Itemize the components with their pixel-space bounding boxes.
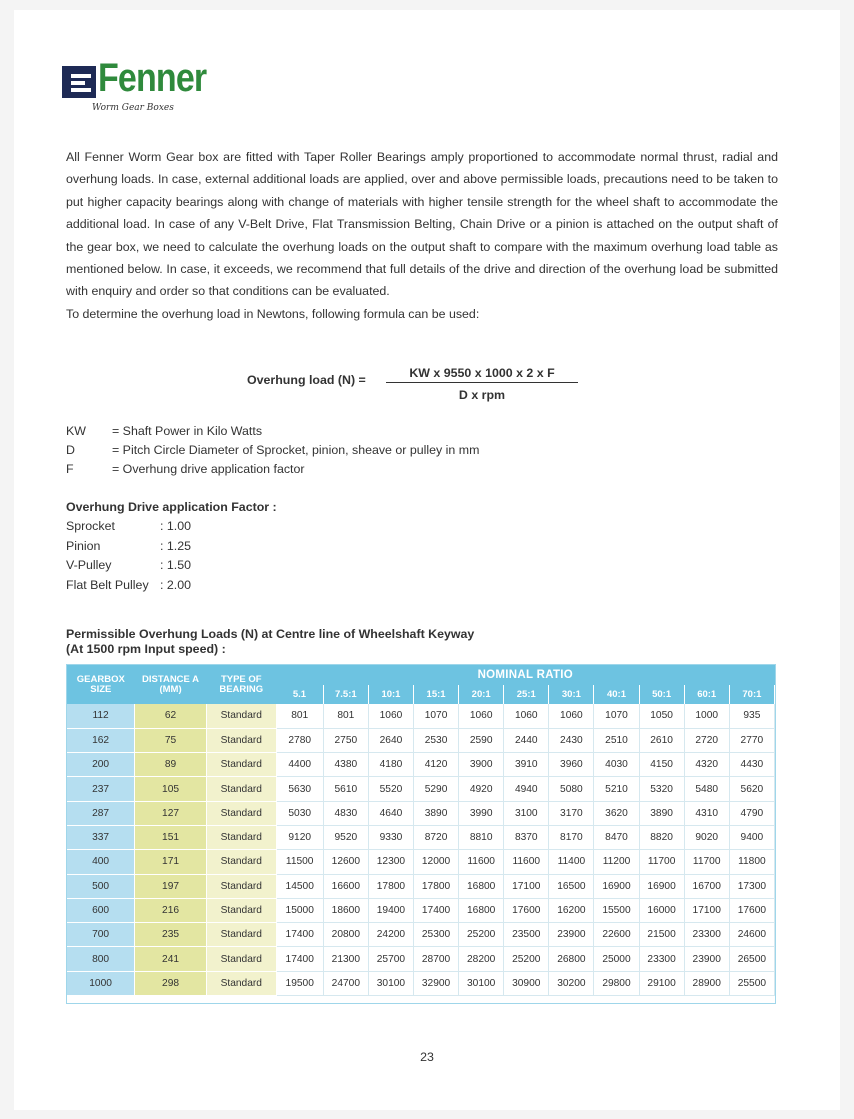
cell-bearing-type: Standard [206,898,276,922]
cell-load-value: 16600 [323,874,368,898]
cell-load-value: 11400 [549,850,594,874]
definition-text: = Pitch Circle Diameter of Sprocket, pinion, sheave or pulley in mm [112,443,480,457]
cell-load-value: 29800 [594,971,639,995]
table-title [66,627,474,657]
cell-load-value: 5290 [414,777,459,801]
cell-distance: 235 [135,923,207,947]
cell-load-value: 16800 [459,898,504,922]
header-ratio: 20:1 [459,685,504,704]
table-row [67,704,775,728]
cell-load-value: 3170 [549,801,594,825]
cell-distance: 241 [135,947,207,971]
cell-load-value: 11700 [684,850,729,874]
cell-distance: 105 [135,777,207,801]
cell-load-value: 1060 [459,704,504,728]
header-distance: DISTANCE A (MM) [135,665,207,704]
cell-load-value: 15500 [594,898,639,922]
table-row [67,947,775,971]
cell-load-value: 12000 [414,850,459,874]
factor-value: : 2.00 [160,577,192,592]
header-ratio: 5.1 [276,685,323,704]
definition-row [66,424,479,443]
header-nominal-ratio: NOMINAL RATIO [276,665,774,685]
cell-load-value: 21500 [639,923,684,947]
cell-load-value: 12300 [368,850,413,874]
cell-load-value: 8810 [459,825,504,849]
cell-load-value: 3900 [459,753,504,777]
cell-load-value: 3620 [594,801,639,825]
cell-bearing-type: Standard [206,753,276,777]
cell-load-value: 1060 [504,704,549,728]
cell-load-value: 9120 [276,825,323,849]
cell-load-value: 25000 [594,947,639,971]
cell-load-value: 16000 [639,898,684,922]
cell-distance: 298 [135,971,207,995]
cell-load-value: 3100 [504,801,549,825]
cell-load-value: 23900 [684,947,729,971]
cell-load-value: 11500 [276,850,323,874]
cell-load-value: 5520 [368,777,413,801]
cell-load-value: 32900 [414,971,459,995]
cell-load-value: 25200 [459,923,504,947]
cell-gearbox-size: 1000 [67,971,135,995]
cell-bearing-type: Standard [206,704,276,728]
brand-name: Fenner [98,56,207,100]
cell-load-value: 4400 [276,753,323,777]
cell-load-value: 5320 [639,777,684,801]
cell-gearbox-size: 237 [67,777,135,801]
overhung-load-table [66,664,776,1004]
intro-paragraph: All Fenner Worm Gear box are fitted with Taper Roller Bearings amply proportioned to accommodate normal thrust, radial and overhung loads. In case, external additional loads are applied, over and above permissible loads, precautions need to be taken to put higher capacity bearings along with change of materials with higher tensile strength for the wheel shaft to accommodate the additional load. In case of any V-Belt Drive, Flat Transmission Belting, Chain Drive or a pinion is attached on the output shaft of the gear box, we need to calculate the overhung loads on the output shaft to compare with the maximum overhung load table as mentioned below. In case, it exceeds, we recommend that full details of the drive and direction of the overhung load be submitted with enquiry and order so that conditions can be evaluated. [66,150,778,299]
factor-row [66,519,191,539]
cell-load-value: 1060 [368,704,413,728]
cell-load-value: 5210 [594,777,639,801]
cell-bearing-type: Standard [206,728,276,752]
cell-load-value: 4320 [684,753,729,777]
cell-distance: 89 [135,753,207,777]
cell-load-value: 3990 [459,801,504,825]
cell-load-value: 17800 [368,874,413,898]
header-ratio: 10:1 [368,685,413,704]
cell-load-value: 18600 [323,898,368,922]
cell-load-value: 16900 [594,874,639,898]
cell-load-value: 3890 [639,801,684,825]
factor-name: V-Pulley [66,558,112,573]
cell-load-value: 30100 [368,971,413,995]
cell-bearing-type: Standard [206,777,276,801]
formula-numerator: KW x 9550 x 1000 x 2 x F [409,366,555,380]
cell-load-value: 2430 [549,728,594,752]
cell-load-value: 5080 [549,777,594,801]
cell-load-value: 21300 [323,947,368,971]
cell-load-value: 4380 [323,753,368,777]
cell-gearbox-size: 400 [67,850,135,874]
cell-load-value: 2780 [276,728,323,752]
header-ratio: 30:1 [549,685,594,704]
cell-load-value: 4920 [459,777,504,801]
cell-load-value: 28900 [684,971,729,995]
cell-load-value: 16800 [459,874,504,898]
cell-load-value: 2750 [323,728,368,752]
cell-load-value: 22600 [594,923,639,947]
cell-gearbox-size: 800 [67,947,135,971]
factor-row [66,539,191,559]
cell-load-value: 26500 [729,947,774,971]
cell-distance: 75 [135,728,207,752]
cell-load-value: 28700 [414,947,459,971]
factor-name: Flat Belt Pulley [66,577,149,592]
cell-gearbox-size: 500 [67,874,135,898]
table-title-line: Permissible Overhung Loads (N) at Centre line of Wheelshaft Keyway [66,627,475,641]
cell-distance: 127 [135,801,207,825]
cell-load-value: 17400 [276,923,323,947]
factor-value: : 1.50 [160,558,192,573]
cell-load-value: 25200 [504,947,549,971]
cell-load-value: 3890 [414,801,459,825]
cell-load-value: 25500 [729,971,774,995]
factor-row [66,578,191,598]
cell-load-value: 19500 [276,971,323,995]
formula-denominator: D x rpm [458,388,506,402]
fraction-line [386,382,578,383]
cell-load-value: 1060 [549,704,594,728]
cell-bearing-type: Standard [206,825,276,849]
cell-load-value: 17400 [414,898,459,922]
cell-load-value: 24200 [368,923,413,947]
cell-load-value: 4150 [639,753,684,777]
cell-load-value: 1070 [414,704,459,728]
cell-load-value: 5610 [323,777,368,801]
cell-bearing-type: Standard [206,850,276,874]
cell-load-value: 17100 [504,874,549,898]
cell-gearbox-size: 700 [67,923,135,947]
header-ratio: 40:1 [594,685,639,704]
header-ratio: 60:1 [684,685,729,704]
cell-load-value: 4180 [368,753,413,777]
cell-load-value: 17800 [414,874,459,898]
cell-load-value: 17400 [276,947,323,971]
cell-load-value: 2770 [729,728,774,752]
cell-load-value: 8470 [594,825,639,849]
cell-load-value: 5030 [276,801,323,825]
symbol-definitions [66,424,479,481]
cell-load-value: 4120 [414,753,459,777]
table-row [67,825,775,849]
formula-intro: To determine the overhung load in Newtons, following formula can be used: [66,307,480,321]
header-ratio: 25:1 [504,685,549,704]
cell-load-value: 23900 [549,923,594,947]
cell-load-value: 9330 [368,825,413,849]
cell-load-value: 11200 [594,850,639,874]
cell-load-value: 9400 [729,825,774,849]
cell-load-value: 8720 [414,825,459,849]
cell-bearing-type: Standard [206,923,276,947]
cell-load-value: 29100 [639,971,684,995]
fenner-logo-mark-icon [62,66,96,98]
cell-distance: 216 [135,898,207,922]
cell-load-value: 24700 [323,971,368,995]
cell-load-value: 9020 [684,825,729,849]
table-row [67,923,775,947]
cell-load-value: 30900 [504,971,549,995]
cell-load-value: 1050 [639,704,684,728]
factor-value: : 1.25 [160,538,192,553]
factor-name: Sprocket [66,519,115,533]
header-gearbox-size: GEARBOX SIZE [67,665,135,704]
cell-load-value: 2610 [639,728,684,752]
cell-load-value: 4310 [684,801,729,825]
cell-load-value: 11600 [504,850,549,874]
cell-load-value: 16700 [684,874,729,898]
definition-row [66,462,479,481]
cell-load-value: 2640 [368,728,413,752]
cell-distance: 62 [135,704,207,728]
table-body [67,704,775,996]
cell-gearbox-size: 200 [67,753,135,777]
cell-load-value: 2720 [684,728,729,752]
cell-load-value: 5630 [276,777,323,801]
definition-symbol: KW [66,424,86,438]
cell-gearbox-size: 600 [67,898,135,922]
cell-gearbox-size: 112 [67,704,135,728]
factor-title: Overhung Drive application Factor : [66,500,277,514]
table-row [67,777,775,801]
cell-load-value: 2530 [414,728,459,752]
cell-load-value: 5620 [729,777,774,801]
cell-load-value: 4830 [323,801,368,825]
table-row [67,801,775,825]
cell-load-value: 11700 [639,850,684,874]
cell-load-value: 8170 [549,825,594,849]
cell-load-value: 2510 [594,728,639,752]
table-subtitle-line: (At 1500 rpm Input speed) : [66,642,226,656]
cell-load-value: 16900 [639,874,684,898]
cell-load-value: 1070 [594,704,639,728]
cell-bearing-type: Standard [206,801,276,825]
table-row [67,971,775,995]
cell-load-value: 23300 [684,923,729,947]
definition-text: = Overhung drive application factor [112,462,305,476]
cell-load-value: 15000 [276,898,323,922]
cell-load-value: 16200 [549,898,594,922]
cell-load-value: 1000 [684,704,729,728]
cell-bearing-type: Standard [206,947,276,971]
cell-load-value: 16500 [549,874,594,898]
cell-load-value: 14500 [276,874,323,898]
cell-load-value: 4940 [504,777,549,801]
header-ratio: 50:1 [639,685,684,704]
factor-row [66,558,191,578]
cell-load-value: 26800 [549,947,594,971]
cell-load-value: 28200 [459,947,504,971]
cell-load-value: 801 [276,704,323,728]
cell-load-value: 25300 [414,923,459,947]
table-row [67,728,775,752]
cell-distance: 197 [135,874,207,898]
cell-load-value: 5480 [684,777,729,801]
cell-load-value: 17100 [684,898,729,922]
cell-load-value: 4640 [368,801,413,825]
definition-symbol: F [66,462,74,476]
cell-load-value: 801 [323,704,368,728]
cell-load-value: 2590 [459,728,504,752]
cell-bearing-type: Standard [206,971,276,995]
factor-list [66,519,191,597]
cell-load-value: 935 [729,704,774,728]
definition-text: = Shaft Power in Kilo Watts [112,424,263,438]
table-row [67,874,775,898]
cell-load-value: 17300 [729,874,774,898]
cell-load-value: 12600 [323,850,368,874]
cell-load-value: 23300 [639,947,684,971]
cell-load-value: 8370 [504,825,549,849]
table-row [67,898,775,922]
header-ratio: 15:1 [414,685,459,704]
table-row [67,753,775,777]
cell-load-value: 23500 [504,923,549,947]
cell-load-value: 3960 [549,753,594,777]
cell-distance: 171 [135,850,207,874]
cell-load-value: 20800 [323,923,368,947]
cell-distance: 151 [135,825,207,849]
formula-label: Overhung load (N) = [247,373,366,387]
factor-value: : 1.00 [160,519,192,533]
cell-load-value: 19400 [368,898,413,922]
definition-row [66,443,479,462]
cell-load-value: 4790 [729,801,774,825]
cell-load-value: 30200 [549,971,594,995]
cell-load-value: 4030 [594,753,639,777]
cell-gearbox-size: 162 [67,728,135,752]
cell-load-value: 25700 [368,947,413,971]
header-bearing-type: TYPE OF BEARING [206,665,276,704]
cell-gearbox-size: 287 [67,801,135,825]
cell-load-value: 9520 [323,825,368,849]
cell-load-value: 2440 [504,728,549,752]
header-ratio: 7.5:1 [323,685,368,704]
cell-load-value: 11600 [459,850,504,874]
brand-tagline: Worm Gear Boxes [92,103,174,113]
page-number: 23 [420,1050,434,1064]
factor-name: Pinion [66,538,101,553]
cell-load-value: 30100 [459,971,504,995]
cell-load-value: 11800 [729,850,774,874]
cell-load-value: 17600 [729,898,774,922]
cell-load-value: 17600 [504,898,549,922]
cell-load-value: 24600 [729,923,774,947]
cell-load-value: 8820 [639,825,684,849]
cell-bearing-type: Standard [206,874,276,898]
definition-symbol: D [66,443,75,457]
cell-gearbox-size: 337 [67,825,135,849]
table-row [67,850,775,874]
cell-load-value: 3910 [504,753,549,777]
cell-load-value: 4430 [729,753,774,777]
header-ratio: 70:1 [729,685,774,704]
